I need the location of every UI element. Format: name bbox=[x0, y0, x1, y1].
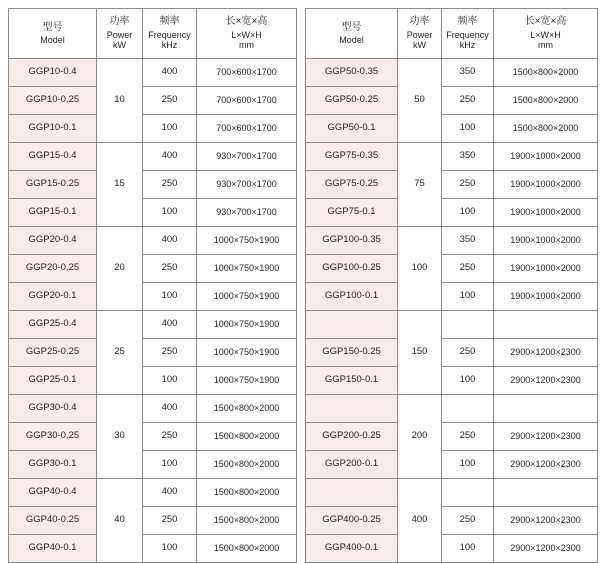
table-row bbox=[306, 423, 598, 451]
cell-model bbox=[306, 395, 398, 423]
table-row bbox=[9, 227, 297, 255]
dimension-value: 2900×1200×2300 bbox=[510, 430, 581, 441]
table-row bbox=[306, 507, 598, 535]
dimension-value: 1500×800×2000 bbox=[512, 94, 579, 105]
dimension-value: 930×700×1700 bbox=[216, 150, 277, 161]
cell-frequency: 250 bbox=[442, 87, 494, 115]
cell-model bbox=[306, 171, 398, 199]
table-row bbox=[306, 199, 598, 227]
cell-dimension bbox=[197, 87, 297, 115]
model-value: GGP200-0.1 bbox=[324, 458, 379, 470]
model-value: GGP150-0.1 bbox=[324, 374, 379, 386]
cell-model bbox=[306, 255, 398, 283]
model-value: GGP100-0.35 bbox=[322, 234, 381, 246]
cell-frequency: 100 bbox=[143, 367, 197, 395]
table-row bbox=[9, 423, 297, 451]
dimension-value: 700×600×1700 bbox=[216, 66, 277, 77]
dimension-value: 930×700×1700 bbox=[216, 206, 277, 217]
cell-frequency: 400 bbox=[143, 59, 197, 87]
table-body-right bbox=[306, 59, 598, 563]
dimension-value: 1900×1000×2000 bbox=[510, 262, 581, 273]
dimension-value: 2900×1200×2300 bbox=[510, 346, 581, 357]
cell-frequency: 400 bbox=[143, 311, 197, 339]
table-row bbox=[306, 115, 598, 143]
cell-model bbox=[9, 227, 97, 255]
table-row bbox=[9, 143, 297, 171]
cell-power: 200 bbox=[398, 395, 442, 479]
header-power-cn: 功率 bbox=[109, 16, 130, 28]
cell-dimension bbox=[197, 311, 297, 339]
dimension-value: 2900×1200×2300 bbox=[510, 514, 581, 525]
table-row bbox=[306, 171, 598, 199]
cell-dimension bbox=[197, 395, 297, 423]
table-row bbox=[306, 395, 598, 423]
cell-model bbox=[9, 143, 97, 171]
cell-model bbox=[306, 87, 398, 115]
header-frequency bbox=[442, 9, 494, 59]
table-row bbox=[9, 479, 297, 507]
cell-frequency: 100 bbox=[442, 535, 494, 563]
table-row bbox=[306, 451, 598, 479]
cell-dimension bbox=[494, 171, 598, 199]
cell-power: 400 bbox=[398, 479, 442, 563]
cell-model bbox=[306, 283, 398, 311]
cell-frequency: 250 bbox=[143, 87, 197, 115]
cell-model bbox=[9, 535, 97, 563]
cell-model bbox=[9, 59, 97, 87]
model-value: GGP15-0.25 bbox=[25, 178, 80, 190]
cell-model bbox=[9, 283, 97, 311]
cell-dimension bbox=[494, 255, 598, 283]
cell-model bbox=[306, 59, 398, 87]
cell-dimension bbox=[494, 423, 598, 451]
header-power bbox=[398, 9, 442, 59]
header-power-en: Power bbox=[106, 29, 133, 40]
table-row bbox=[306, 367, 598, 395]
dimension-value: 1500×800×2000 bbox=[213, 458, 280, 469]
header-frequency-en: Frequency bbox=[148, 29, 191, 40]
cell-dimension bbox=[494, 115, 598, 143]
cell-frequency: 100 bbox=[442, 451, 494, 479]
cell-power: 10 bbox=[97, 59, 143, 143]
cell-frequency: 100 bbox=[442, 367, 494, 395]
cell-power: 25 bbox=[97, 311, 143, 395]
cell-model bbox=[306, 115, 398, 143]
dimension-value: 1500×800×2000 bbox=[213, 542, 280, 553]
header-model-en: Model bbox=[339, 35, 364, 46]
table-row bbox=[9, 311, 297, 339]
dimension-value: 1500×800×2000 bbox=[213, 514, 280, 525]
table-row bbox=[9, 87, 297, 115]
model-value: GGP10-0.1 bbox=[28, 122, 77, 134]
cell-model bbox=[306, 423, 398, 451]
header-dimension bbox=[197, 9, 297, 59]
header-dimension-cn: 长×宽×高 bbox=[225, 16, 268, 28]
cell-model bbox=[9, 451, 97, 479]
model-value: GGP50-0.1 bbox=[327, 122, 376, 134]
table-header-left bbox=[9, 9, 297, 59]
model-value: GGP400-0.1 bbox=[324, 542, 379, 554]
table-row bbox=[9, 395, 297, 423]
cell-dimension bbox=[197, 451, 297, 479]
cell-dimension bbox=[197, 423, 297, 451]
cell-model bbox=[9, 199, 97, 227]
cell-model bbox=[9, 479, 97, 507]
table-row bbox=[9, 255, 297, 283]
model-value: GGP10-0.4 bbox=[28, 66, 77, 78]
model-value: GGP20-0.4 bbox=[28, 234, 77, 246]
cell-model bbox=[306, 367, 398, 395]
cell-model bbox=[306, 227, 398, 255]
cell-frequency: 250 bbox=[442, 339, 494, 367]
model-value: GGP15-0.4 bbox=[28, 150, 77, 162]
cell-dimension bbox=[494, 311, 598, 339]
dimension-value: 930×700×1700 bbox=[216, 178, 277, 189]
dimension-value: 1500×800×2000 bbox=[512, 66, 579, 77]
table-row bbox=[9, 367, 297, 395]
cell-dimension bbox=[494, 283, 598, 311]
dimension-value: 1500×800×2000 bbox=[512, 122, 579, 133]
cell-dimension bbox=[197, 339, 297, 367]
model-value: GGP30-0.25 bbox=[25, 430, 80, 442]
header-dimension-unit: mm bbox=[239, 40, 254, 51]
cell-power: 30 bbox=[97, 395, 143, 479]
cell-frequency: 100 bbox=[442, 283, 494, 311]
cell-dimension bbox=[494, 451, 598, 479]
cell-frequency: 250 bbox=[143, 339, 197, 367]
model-value: GGP50-0.35 bbox=[324, 66, 379, 78]
cell-dimension bbox=[197, 143, 297, 171]
cell-dimension bbox=[494, 507, 598, 535]
dimension-value: 1000×750×1900 bbox=[213, 262, 280, 273]
table-body-left bbox=[9, 59, 297, 563]
header-frequency-unit: kHz bbox=[161, 40, 178, 51]
cell-model bbox=[306, 143, 398, 171]
header-frequency-cn: 频率 bbox=[159, 16, 180, 28]
header-frequency-en: Frequency bbox=[446, 29, 489, 40]
cell-dimension bbox=[494, 59, 598, 87]
model-value: GGP25-0.1 bbox=[28, 374, 77, 386]
cell-power: 100 bbox=[398, 227, 442, 311]
spec-table-right bbox=[305, 8, 598, 563]
model-value: GGP40-0.25 bbox=[25, 514, 80, 526]
model-value: GGP20-0.25 bbox=[25, 262, 80, 274]
cell-frequency: 400 bbox=[143, 479, 197, 507]
header-power-unit: kW bbox=[113, 40, 126, 51]
cell-dimension bbox=[494, 87, 598, 115]
cell-dimension bbox=[494, 339, 598, 367]
header-model-en: Model bbox=[40, 35, 65, 46]
cell-model bbox=[9, 87, 97, 115]
table-row bbox=[9, 535, 297, 563]
table-row bbox=[306, 311, 598, 339]
header-dimension-en: L×W×H bbox=[231, 29, 262, 40]
table-row bbox=[9, 199, 297, 227]
model-value: GGP25-0.4 bbox=[28, 318, 77, 330]
cell-dimension bbox=[197, 199, 297, 227]
header-dimension-unit: mm bbox=[538, 40, 553, 51]
cell-dimension bbox=[197, 115, 297, 143]
table-header-right bbox=[306, 9, 598, 59]
cell-frequency: 100 bbox=[143, 283, 197, 311]
cell-frequency: 250 bbox=[442, 423, 494, 451]
cell-dimension bbox=[494, 395, 598, 423]
header-model bbox=[306, 9, 398, 59]
table-row bbox=[306, 339, 598, 367]
table-row bbox=[306, 535, 598, 563]
header-model bbox=[9, 9, 97, 59]
dimension-value: 2900×1200×2300 bbox=[510, 458, 581, 469]
cell-frequency: 250 bbox=[143, 171, 197, 199]
cell-power: 20 bbox=[97, 227, 143, 311]
cell-dimension bbox=[494, 479, 598, 507]
model-value: GGP30-0.4 bbox=[28, 402, 77, 414]
table-row bbox=[306, 227, 598, 255]
cell-model bbox=[9, 115, 97, 143]
cell-frequency: 100 bbox=[143, 535, 197, 563]
cell-model bbox=[306, 507, 398, 535]
cell-frequency: 250 bbox=[442, 255, 494, 283]
cell-dimension bbox=[197, 227, 297, 255]
model-value: GGP10-0.25 bbox=[25, 94, 80, 106]
model-value: GGP50-0.25 bbox=[324, 94, 379, 106]
cell-dimension bbox=[494, 143, 598, 171]
model-value: GGP40-0.1 bbox=[28, 542, 77, 554]
cell-model bbox=[9, 171, 97, 199]
cell-frequency bbox=[442, 479, 494, 507]
table-row bbox=[9, 507, 297, 535]
cell-frequency: 400 bbox=[143, 395, 197, 423]
model-value: GGP400-0.25 bbox=[322, 514, 381, 526]
cell-dimension bbox=[197, 535, 297, 563]
cell-dimension bbox=[197, 59, 297, 87]
cell-frequency: 100 bbox=[143, 115, 197, 143]
model-value: GGP150-0.25 bbox=[322, 346, 381, 358]
model-value: GGP30-0.1 bbox=[28, 458, 77, 470]
header-dimension-cn: 长×宽×高 bbox=[524, 16, 567, 28]
spec-table-left bbox=[8, 8, 297, 563]
dimension-value: 1500×800×2000 bbox=[213, 402, 280, 413]
cell-frequency bbox=[442, 311, 494, 339]
header-dimension bbox=[494, 9, 598, 59]
cell-frequency: 250 bbox=[442, 507, 494, 535]
dimension-value: 700×600×1700 bbox=[216, 122, 277, 133]
dimension-value: 1500×800×2000 bbox=[213, 486, 280, 497]
header-frequency-unit: kHz bbox=[459, 40, 476, 51]
header-power bbox=[97, 9, 143, 59]
cell-frequency: 400 bbox=[143, 143, 197, 171]
header-power-cn: 功率 bbox=[409, 16, 430, 28]
cell-frequency: 250 bbox=[143, 423, 197, 451]
cell-model bbox=[306, 311, 398, 339]
cell-power: 50 bbox=[398, 59, 442, 143]
table-row bbox=[9, 339, 297, 367]
header-dimension-en: L×W×H bbox=[530, 29, 561, 40]
header-model-cn: 型号 bbox=[42, 21, 63, 33]
model-value: GGP15-0.1 bbox=[28, 206, 77, 218]
cell-frequency: 250 bbox=[442, 171, 494, 199]
cell-model bbox=[306, 479, 398, 507]
cell-frequency bbox=[442, 395, 494, 423]
table-row bbox=[306, 283, 598, 311]
cell-frequency: 350 bbox=[442, 143, 494, 171]
dimension-value: 1900×1000×2000 bbox=[510, 150, 581, 161]
cell-model bbox=[9, 423, 97, 451]
cell-model bbox=[9, 507, 97, 535]
model-value: GGP75-0.35 bbox=[324, 150, 379, 162]
model-value: GGP40-0.4 bbox=[28, 486, 77, 498]
model-value: GGP75-0.1 bbox=[327, 206, 376, 218]
cell-dimension bbox=[197, 283, 297, 311]
cell-frequency: 100 bbox=[143, 451, 197, 479]
cell-dimension bbox=[494, 227, 598, 255]
cell-frequency: 400 bbox=[143, 227, 197, 255]
cell-dimension bbox=[494, 199, 598, 227]
cell-model bbox=[9, 367, 97, 395]
dimension-value: 1900×1000×2000 bbox=[510, 178, 581, 189]
cell-frequency: 250 bbox=[143, 255, 197, 283]
cell-model bbox=[306, 199, 398, 227]
table-row bbox=[306, 479, 598, 507]
cell-frequency: 250 bbox=[143, 507, 197, 535]
dimension-value: 2900×1200×2300 bbox=[510, 374, 581, 385]
cell-dimension bbox=[197, 171, 297, 199]
cell-dimension bbox=[197, 255, 297, 283]
table-row bbox=[306, 143, 598, 171]
cell-dimension bbox=[494, 367, 598, 395]
dimension-value: 2900×1200×2300 bbox=[510, 542, 581, 553]
dimension-value: 1000×750×1900 bbox=[213, 374, 280, 385]
cell-power: 150 bbox=[398, 311, 442, 395]
cell-dimension bbox=[197, 367, 297, 395]
model-value: GGP200-0.25 bbox=[322, 430, 381, 442]
cell-model bbox=[306, 451, 398, 479]
dimension-value: 1500×800×2000 bbox=[213, 430, 280, 441]
dimension-value: 1900×1000×2000 bbox=[510, 290, 581, 301]
cell-model bbox=[9, 255, 97, 283]
cell-model bbox=[9, 339, 97, 367]
table-row bbox=[9, 171, 297, 199]
table-row bbox=[306, 59, 598, 87]
header-model-cn: 型号 bbox=[341, 21, 362, 33]
cell-model bbox=[306, 339, 398, 367]
cell-model bbox=[9, 395, 97, 423]
dimension-value: 1900×1000×2000 bbox=[510, 234, 581, 245]
cell-dimension bbox=[494, 535, 598, 563]
cell-frequency: 100 bbox=[442, 199, 494, 227]
table-row bbox=[306, 87, 598, 115]
cell-frequency: 350 bbox=[442, 59, 494, 87]
table-row bbox=[306, 255, 598, 283]
header-power-unit: kW bbox=[413, 40, 426, 51]
cell-power: 15 bbox=[97, 143, 143, 227]
dimension-value: 700×600×1700 bbox=[216, 94, 277, 105]
header-frequency bbox=[143, 9, 197, 59]
dimension-value: 1900×1000×2000 bbox=[510, 206, 581, 217]
header-power-en: Power bbox=[406, 29, 433, 40]
cell-model bbox=[9, 311, 97, 339]
model-value: GGP25-0.25 bbox=[25, 346, 80, 358]
table-row bbox=[9, 115, 297, 143]
model-value: GGP20-0.1 bbox=[28, 290, 77, 302]
table-row bbox=[9, 59, 297, 87]
cell-power: 40 bbox=[97, 479, 143, 563]
model-value: GGP75-0.25 bbox=[324, 178, 379, 190]
cell-power: 75 bbox=[398, 143, 442, 227]
cell-frequency: 100 bbox=[442, 115, 494, 143]
cell-dimension bbox=[197, 507, 297, 535]
table-row bbox=[9, 283, 297, 311]
cell-dimension bbox=[197, 479, 297, 507]
dimension-value: 1000×750×1900 bbox=[213, 318, 280, 329]
cell-frequency: 100 bbox=[143, 199, 197, 227]
dimension-value: 1000×750×1900 bbox=[213, 290, 280, 301]
cell-model bbox=[306, 535, 398, 563]
table-row bbox=[9, 451, 297, 479]
header-frequency-cn: 频率 bbox=[457, 16, 478, 28]
cell-frequency: 350 bbox=[442, 227, 494, 255]
model-value: GGP100-0.25 bbox=[322, 262, 381, 274]
dimension-value: 1000×750×1900 bbox=[213, 234, 280, 245]
dimension-value: 1000×750×1900 bbox=[213, 346, 280, 357]
model-value: GGP100-0.1 bbox=[324, 290, 379, 302]
